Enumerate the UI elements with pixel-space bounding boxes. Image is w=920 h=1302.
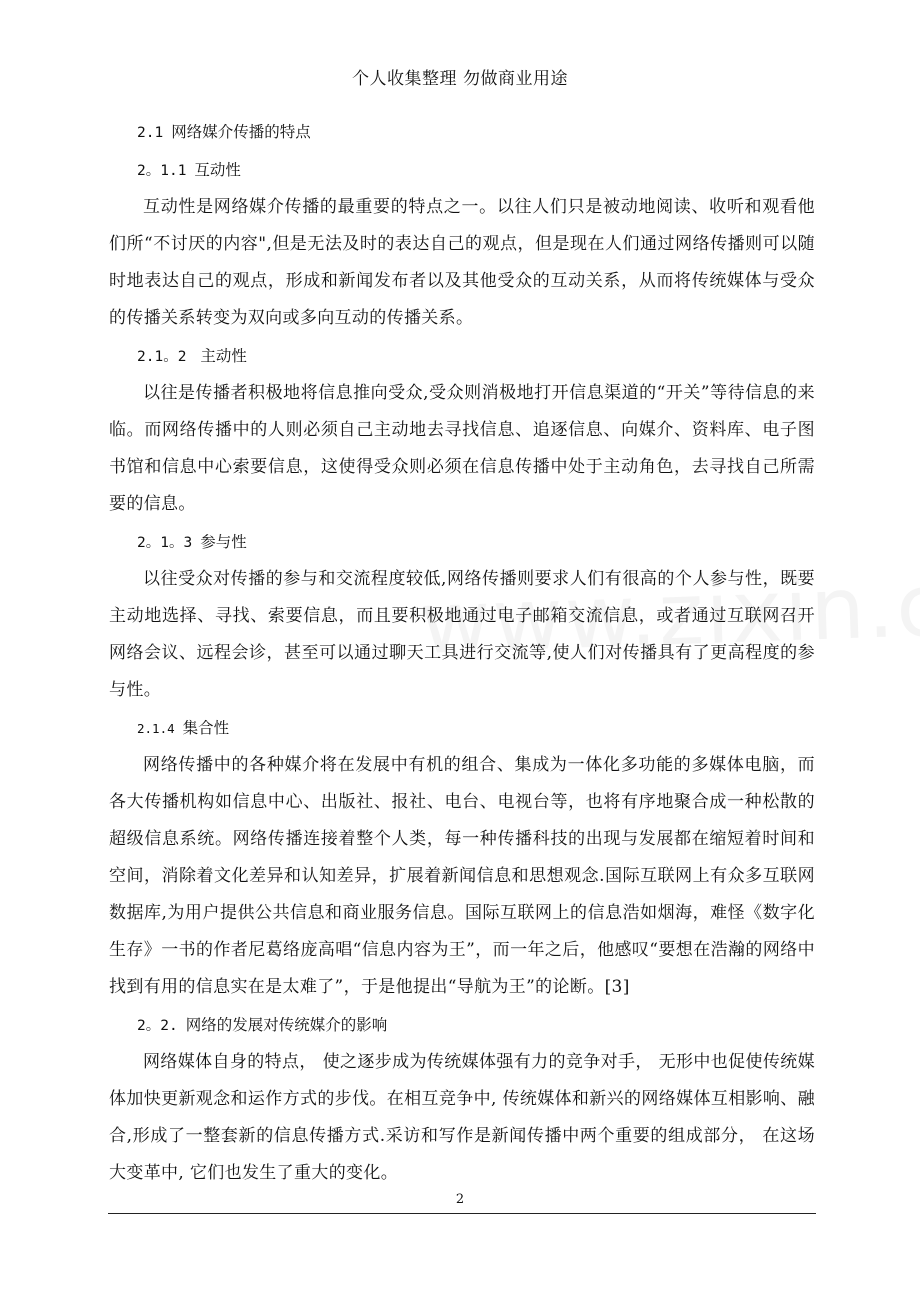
document-body — [109, 113, 815, 1192]
section-number: 2。1。3 — [137, 535, 193, 551]
section-heading-2-1-3 — [109, 523, 815, 561]
paragraph-impact: 网络媒体自身的特点， 使之逐步成为传统媒体强有力的竞争对手， 无形中也促使传统媒体加快更新观念和运作方式的步伐。在相互竞争中, 传统媒体和新兴的网络媒体互相影响、融合,形成了一整套新的信息传播方式.采访和写作是新闻传播中两个重要的组成部分， 在这场大变革中, 它们也发生了重大的变化。 — [109, 1052, 815, 1183]
section-heading-2-2 — [109, 1006, 815, 1044]
section-heading-2-1-4 — [109, 709, 815, 747]
section-heading-2-1 — [109, 113, 815, 151]
section-title: 网络的发展对传统媒介的影响 — [185, 1016, 388, 1034]
section-title: 网络媒介传播的特点 — [171, 123, 311, 141]
section-number: 2.1.4 — [137, 721, 175, 736]
section-title: 参与性 — [200, 533, 247, 551]
section-number: 2。1.1 — [137, 163, 187, 179]
page-number: 2 — [455, 1192, 465, 1207]
paragraph-initiative: 以往是传播者积极地将信息推向受众,受众则消极地打开信息渠道的“开关”等待信息的来临。而网络传播中的人则必须自己主动地去寻找信息、追逐信息、向媒介、资料库、电子图书馆和信息中心索要信息，这使得受众则必须在信息传播中处于主动角色，去寻找自己所需要的信息。 — [109, 383, 815, 514]
section-number: 2.1。2 — [137, 349, 187, 365]
paragraph-integration: 网络传播中的各种媒介将在发展中有机的组合、集成为一体化多功能的多媒体电脑，而各大传播机构如信息中心、出版社、报社、电台、电视台等，也将有序地聚合成一种松散的超级信息系统。网络传播连接着整个人类，每一种传播科技的出现与发展都在缩短着时间和空间，消除着文化差异和认知差异，扩展着新闻信息和思想观念.国际互联网上有众多互联网数据库,为用户提供公共信息和商业服务信息。国际互联网上的信息浩如烟海，难怪《数字化生存》一书的作者尼葛络庞高唱“信息内容为王”，而一年之后，他感叹“要想在浩瀚的网络中找到有用的信息实在是太难了”，于是他提出“导航为王”的论断。[3] — [109, 755, 815, 997]
section-heading-2-1-1 — [109, 151, 815, 189]
section-title: 主动性 — [200, 347, 247, 365]
section-heading-2-1-2 — [109, 337, 815, 375]
section-number: 2。2. — [137, 1018, 178, 1034]
section-number: 2.1 — [137, 125, 164, 141]
paragraph-participation: 以往受众对传播的参与和交流程度较低,网络传播则要求人们有很高的个人参与性，既要主动地选择、寻找、索要信息，而且要积极地通过电子邮箱交流信息，或者通过互联网召开网络会议、远程会诊，甚至可以通过聊天工具进行交流等,使人们对传播具有了更高程度的参与性。 — [109, 569, 815, 700]
section-title: 互动性 — [194, 161, 241, 179]
paragraph-interactivity: 互动性是网络媒介传播的最重要的特点之一。以往人们只是被动地阅读、收听和观看他们所“不讨厌的内容",但是无法及时的表达自己的观点，但是现在人们通过网络传播则可以随时地表达自己的观点，形成和新闻发布者以及其他受众的互动关系，从而将传统媒体与受众的传播关系转变为双向或多向互动的传播关系。 — [109, 197, 815, 328]
section-title: 集合性 — [182, 719, 230, 737]
footer-rule — [108, 1213, 816, 1214]
page-header: 个人收集整理 勿做商业用途 — [352, 69, 568, 89]
